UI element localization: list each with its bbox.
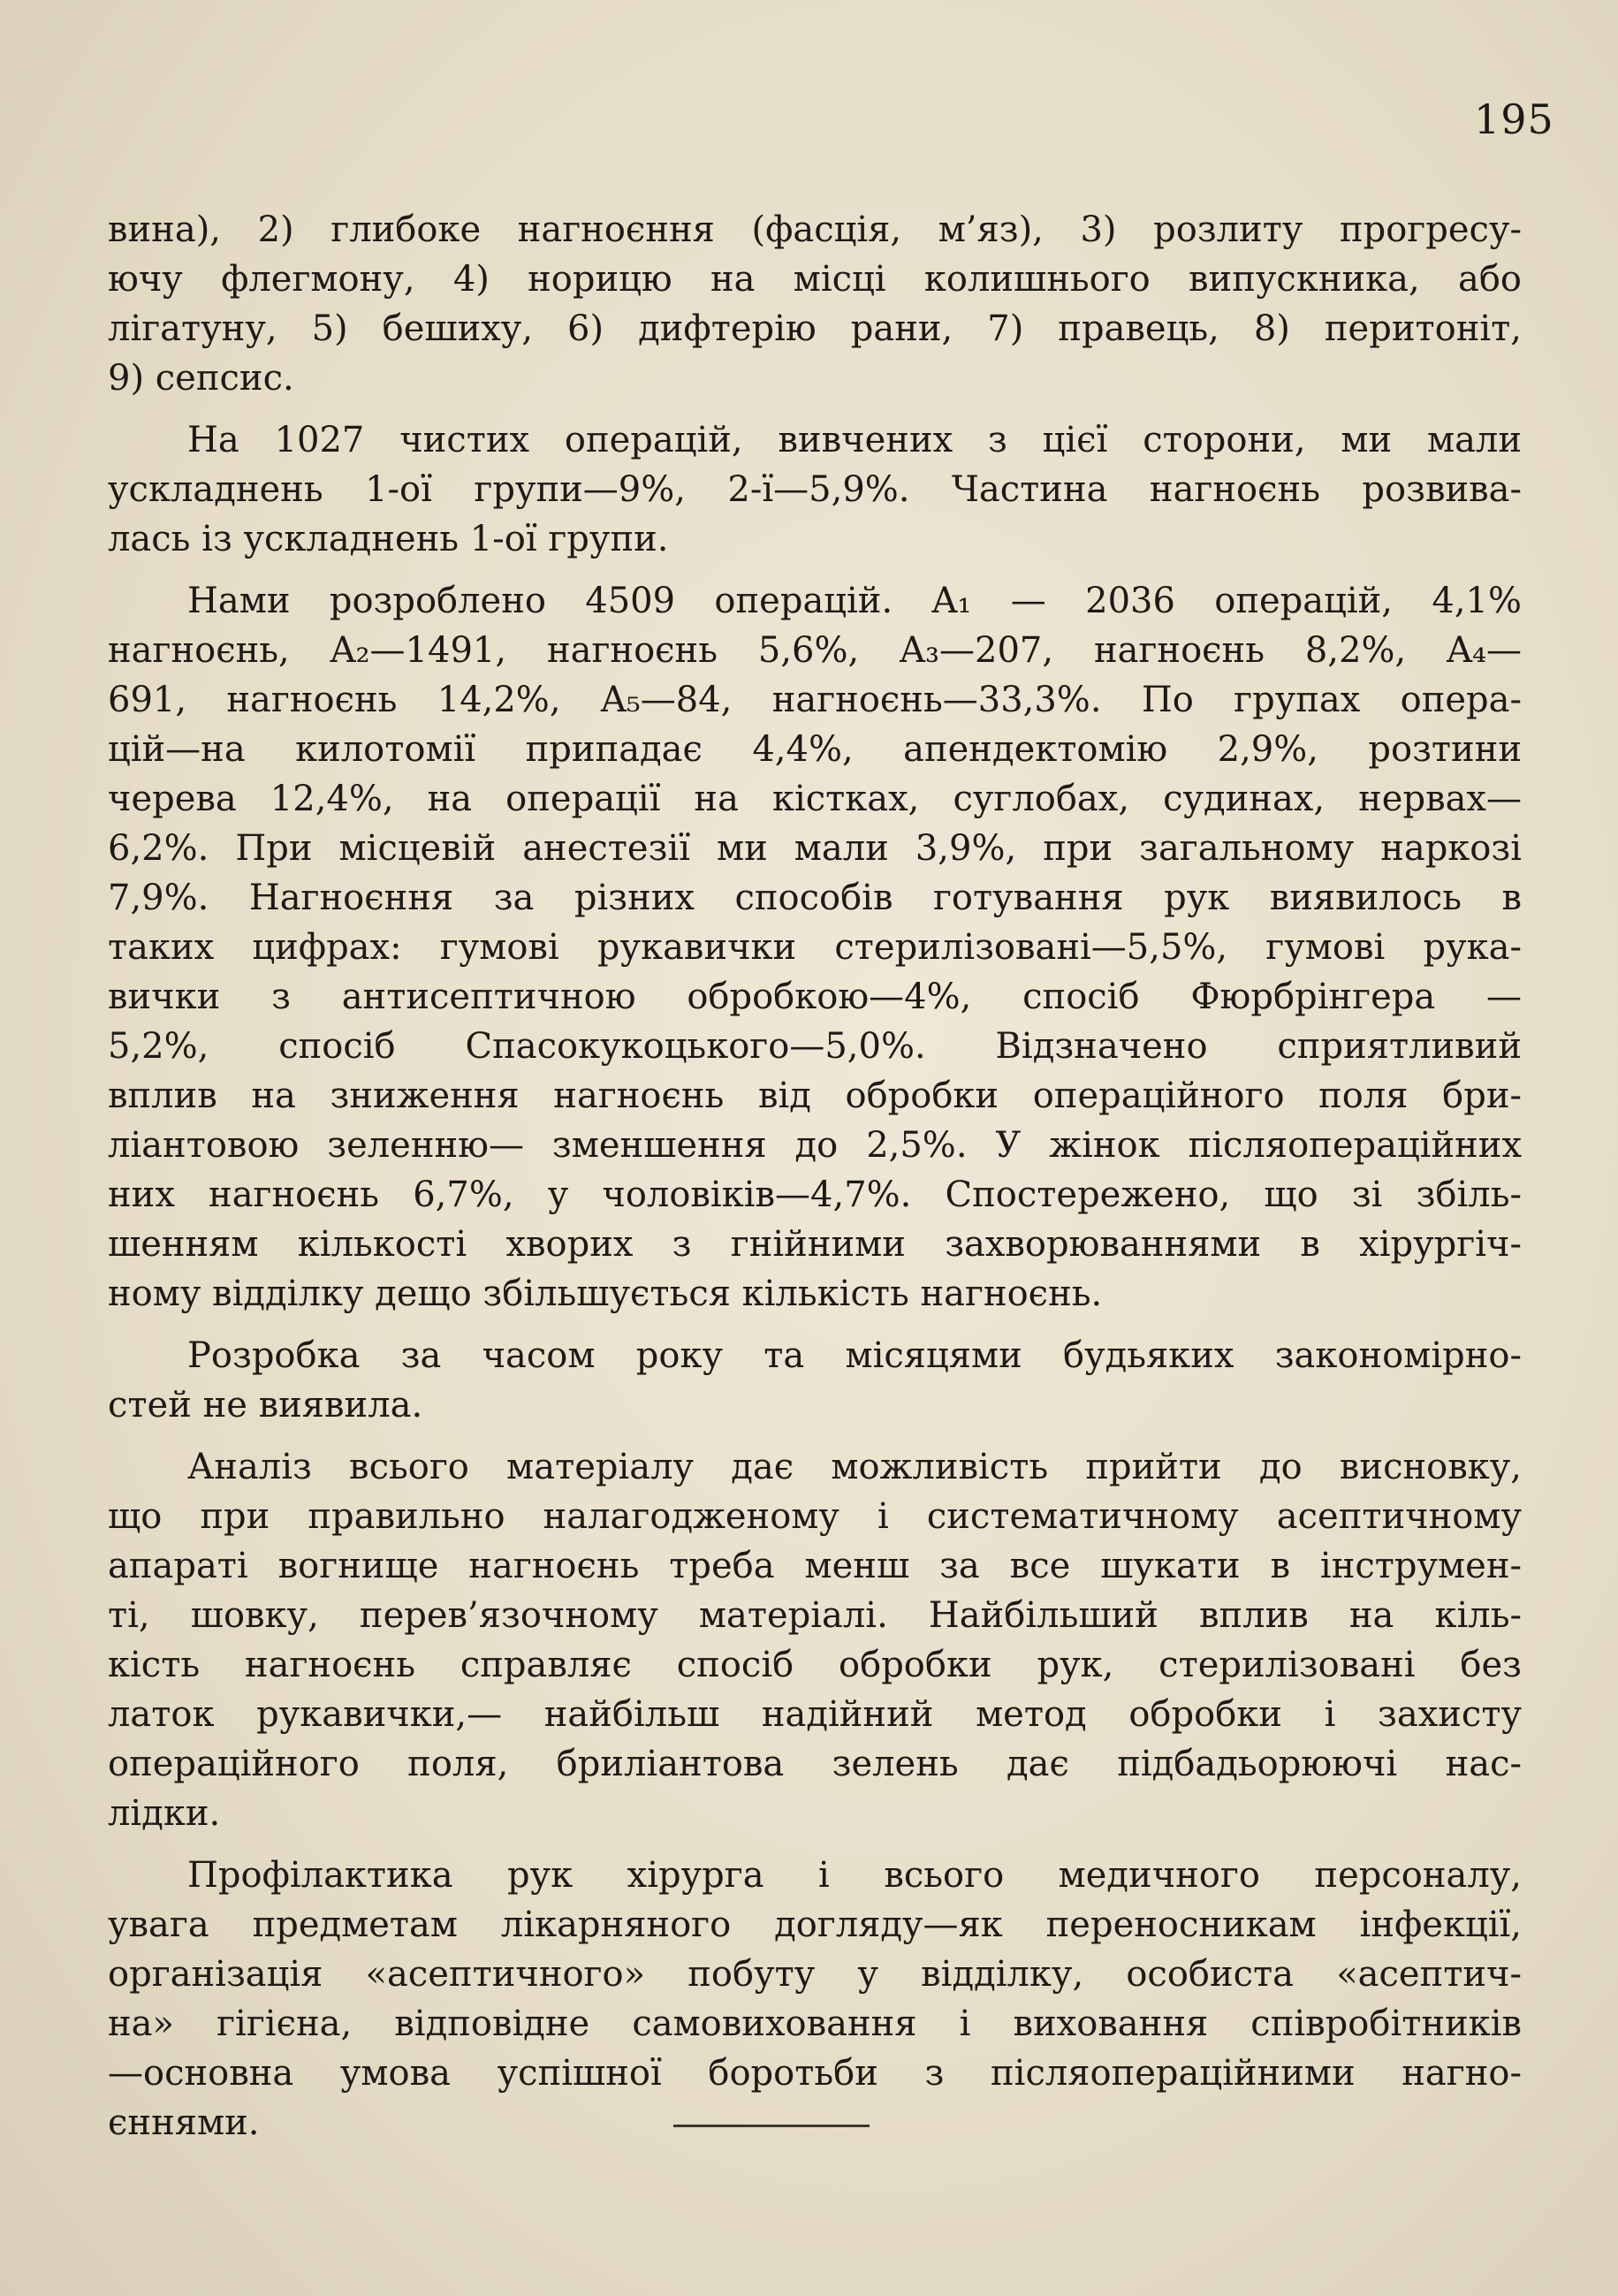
text-line: нагноєнь, A₂—1491, нагноєнь 5,6%, A₃—207, нагноєнь 8,2%, A₄—: [108, 630, 1522, 671]
text-line: лігатуну, 5) бешиху, 6) дифтерію рани, 7) правець, 8) перитоніт,: [108, 308, 1522, 349]
text-line: цій—на килотомії припадає 4,4%, апендектомію 2,9%, розтини: [108, 729, 1522, 770]
text-line: що при правильно налагодженому і систематичному асептичному: [108, 1496, 1522, 1537]
text-line: організація «асептичного» побуту у відділку, особиста «асептич-: [108, 1954, 1522, 1995]
text-line: черева 12,4%, на операції на кістках, суглобах, судинах, нервах—: [108, 779, 1522, 819]
text-line: —основна умова успішної боротьби з післяопераційними нагно-: [108, 2053, 1522, 2094]
text-line: шенням кількості хворих з гнійними захворюваннями в хірургіч-: [108, 1224, 1522, 1265]
text-line: Нами розроблено 4509 операцій. A₁ — 2036 операцій, 4,1%: [187, 581, 1522, 621]
text-line: ючу флегмону, 4) норицю на місці колишнього випускника, або: [108, 259, 1522, 300]
text-line: ліантовою зеленню— зменшення до 2,5%. У жінок післяопераційних: [108, 1125, 1522, 1166]
text-line: операційного поля, бриліантова зелень дає підбадьорюючі нас-: [108, 1744, 1522, 1784]
paragraph-3: [108, 576, 1522, 1319]
text-line: На 1027 чистих операцій, вивчених з цієї сторони, ми мали: [187, 420, 1522, 460]
text-line: лась із ускладнень 1-ої групи.: [108, 519, 669, 559]
text-line: них нагноєнь 6,7%, у чоловіків—4,7%. Спостережено, що зі збіль-: [108, 1175, 1522, 1215]
page-number: 195: [1474, 95, 1554, 143]
text-line: 5,2%, спосіб Спасокукоцького—5,0%. Відзначено сприятливий: [108, 1026, 1522, 1067]
text-line: лідки.: [108, 1793, 221, 1834]
paragraph-5: [108, 1442, 1522, 1838]
text-line: 7,9%. Нагноєння за різних способів готування рук виявилось в: [108, 878, 1522, 918]
text-line: ті, шовку, перев’язочному матеріалі. Найбільший вплив на кіль-: [108, 1595, 1522, 1636]
text-line: вички з антисептичною обробкою—4%, спосіб Фюрбрінгера —: [108, 977, 1522, 1017]
paragraph-4: [108, 1331, 1522, 1430]
paragraph-1: [108, 205, 1522, 403]
text-line: ному відділку дещо збільшується кількість нагноєнь.: [108, 1273, 1103, 1314]
text-line: увага предметам лікарняного догляду—як переносникам інфекції,: [108, 1904, 1522, 1945]
text-line: кість нагноєнь справляє спосіб обробки рук, стерилізовані без: [108, 1645, 1522, 1685]
text-line: Аналіз всього матеріалу дає можливість прийти до висновку,: [187, 1447, 1522, 1487]
text-line: таких цифрах: гумові рукавички стерилізовані—5,5%, гумові рука-: [108, 927, 1522, 968]
section-end-rule: [673, 2125, 870, 2127]
text-line: апараті вогнище нагноєнь треба менш за все шукати в інструмен-: [108, 1546, 1522, 1586]
text-line: ускладнень 1-ої групи—9%, 2-ї—5,9%. Частина нагноєнь розвива-: [108, 469, 1522, 510]
body-text: [108, 205, 1522, 2153]
text-line: вина), 2) глибоке нагноєння (фасція, м’яз), 3) розлиту прогресу-: [108, 209, 1522, 250]
text-line: Профілактика рук хірурга і всього медичного персоналу,: [187, 1855, 1522, 1896]
text-line: стей не виявила.: [108, 1385, 423, 1425]
paragraph-6: [108, 1851, 1522, 2148]
text-line: 9) сепсис.: [108, 358, 294, 399]
text-line: на» гігієна, відповідне самовиховання і виховання співробітників: [108, 2003, 1522, 2044]
text-line: Розробка за часом року та місяцями будьяких закономірно-: [187, 1335, 1522, 1376]
text-line: 6,2%. При місцевій анестезії ми мали 3,9%, при загальному наркозі: [108, 828, 1522, 869]
text-line: латок рукавички,— найбільш надійний метод обробки і захисту: [108, 1694, 1522, 1735]
text-line: єннями.: [108, 2102, 260, 2143]
text-line: 691, нагноєнь 14,2%, A₅—84, нагноєнь—33,3%. По групах опера-: [108, 680, 1522, 720]
text-line: вплив на зниження нагноєнь від обробки операційного поля бри-: [108, 1076, 1522, 1116]
paragraph-2: [108, 415, 1522, 564]
